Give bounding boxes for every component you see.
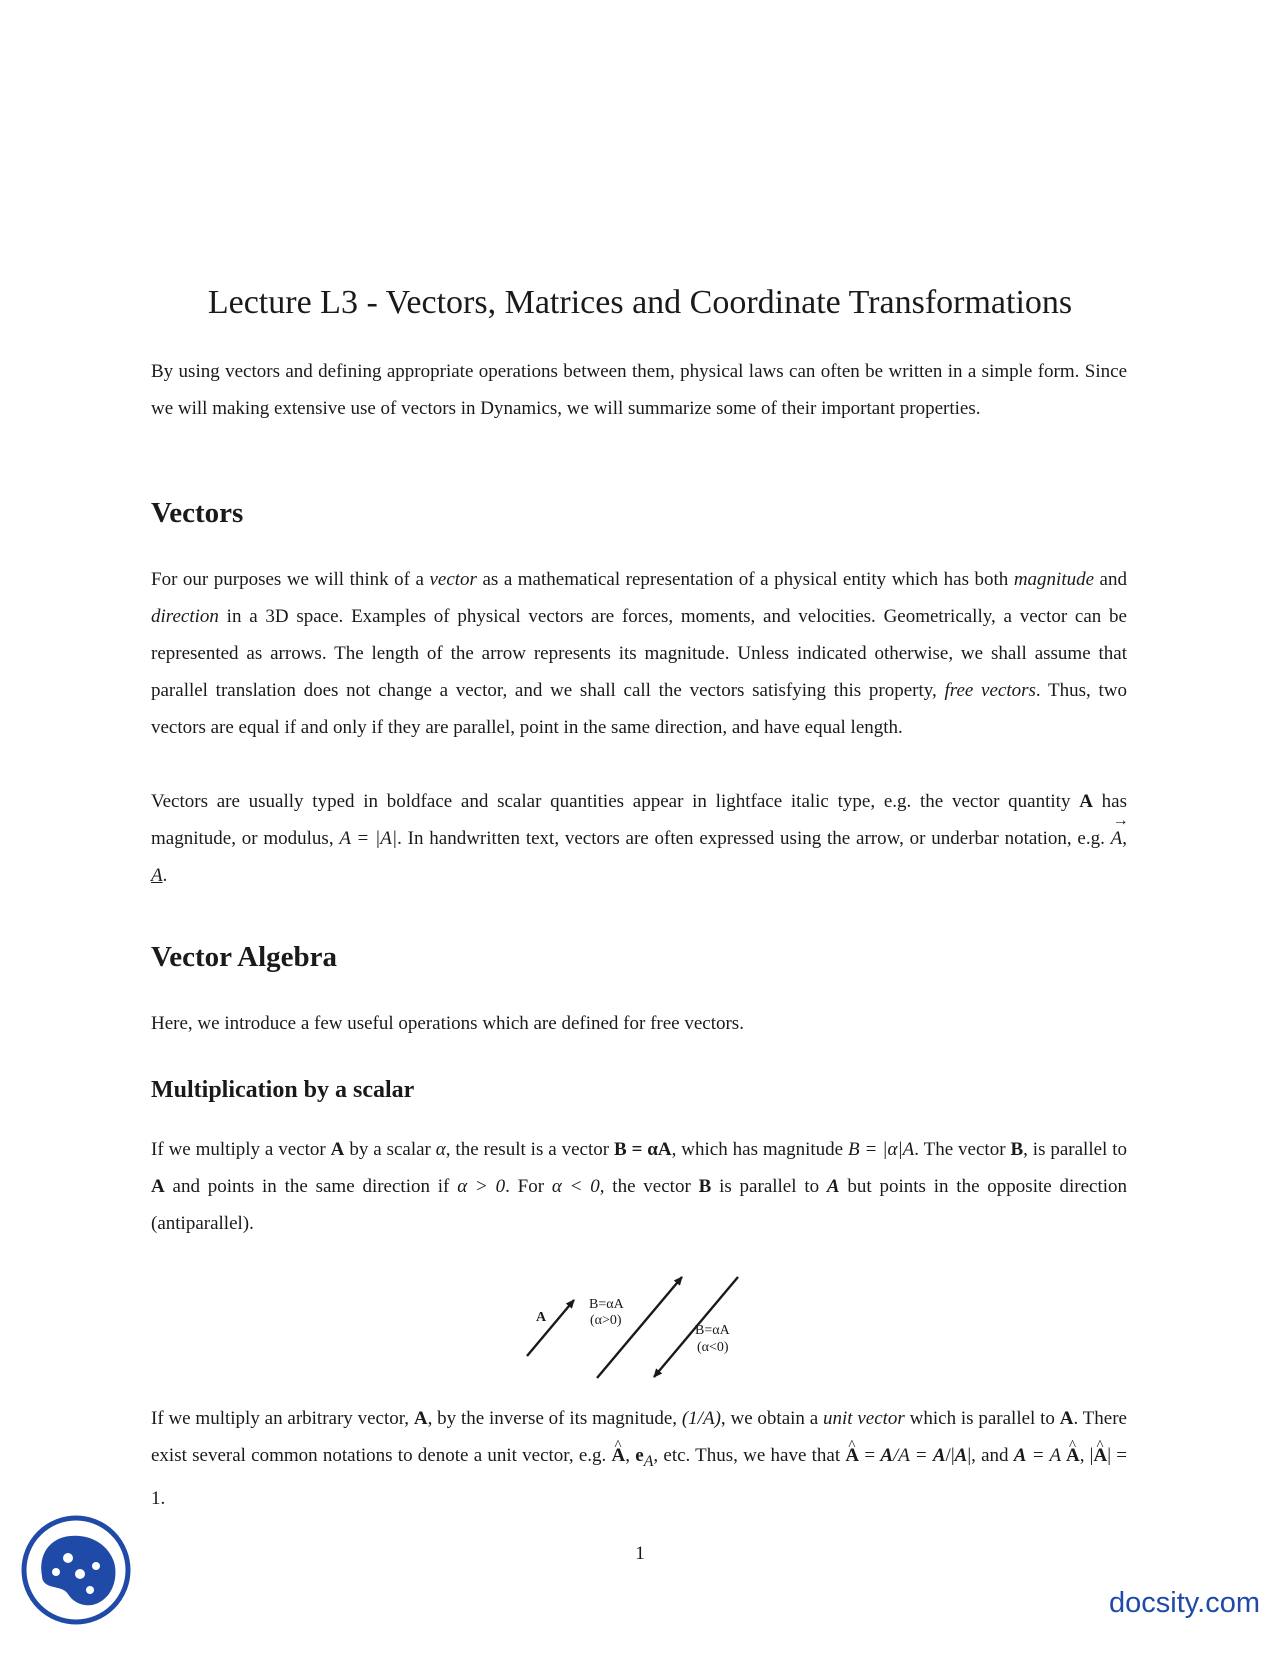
page-title: Lecture L3 - Vectors, Matrices and Coordinate Transformations	[207, 284, 1073, 321]
vectors-paragraph-1: For our purposes we will think of a vector as a mathematical representation of a physical entity which has both magnitude and direction in a 3D space. Examples of physical vectors are forces, moments, and velocities. Geometrically, a vector can be represented as arrows. The length of the arrow represents its magnitude. Unless indicated otherwise, we shall assume that parallel translation does not change a vector, and we shall call the vectors satisfying this property, free vectors. Thus, two vectors are equal if and only if they are parallel, point in the same direction, and have equal length.	[151, 569, 1127, 738]
docsity-brand-link[interactable]: docsity.com	[1109, 1587, 1260, 1619]
multiplication-paragraph-2: If we multiply an arbitrary vector, A, by the inverse of its magnitude, (1/A), we obtain a unit vector which is parallel to A. There exist several common notations to denote a unit vector, e.g. ^ A, $e_A$, etc. Thus, we have that ^ A = A/A = A/|A|, and A = A ^ A, |^ A| = 1.	[151, 1400, 1127, 1517]
algebra-intro: Here, we introduce a few useful operations which are defined for free vectors.	[151, 1013, 744, 1034]
label-positive-condition: (α>0)	[590, 1313, 622, 1328]
label-b-negative: B=αA	[695, 1323, 730, 1338]
label-b-positive: B=αA	[589, 1297, 624, 1312]
intro-paragraph: By using vectors and defining appropriate operations between them, physical laws can often be written in a simple form. Since we will making extensive use of vectors in Dynamics, we will summarize some of their important properties.	[151, 361, 1127, 419]
vector-a-arrow	[527, 1300, 574, 1356]
underbar-notation: A	[151, 865, 163, 886]
section-heading-vectors: Vectors	[151, 497, 244, 529]
section-heading-vector-algebra: Vector Algebra	[151, 941, 338, 973]
label-a: A	[536, 1310, 547, 1325]
arrow-notation: → A	[1111, 820, 1123, 857]
scalar-multiplication-figure	[520, 1265, 760, 1380]
subsection-heading-multiplication: Multiplication by a scalar	[151, 1077, 415, 1103]
page-number: 1	[635, 1543, 645, 1564]
vectors-paragraph-2: Vectors are usually typed in boldface and scalar quantities appear in lightface italic type, e.g. the vector quantity A has magnitude, or modulus, A = |A|. In handwritten text, vectors are often expressed using the arrow, or underbar notation, e.g. → A, A.	[151, 783, 1127, 894]
docsity-logo-icon[interactable]	[20, 1514, 132, 1626]
multiplication-paragraph-1: If we multiply a vector A by a scalar α, the result is a vector B = αA, which has magnitude B = |α|A. The vector B, is parallel to A and points in the same direction if α > 0. For α < 0, the vector B is parallel to A but points in the opposite direction (antiparallel).	[151, 1139, 1128, 1234]
label-negative-condition: (α<0)	[697, 1340, 729, 1355]
